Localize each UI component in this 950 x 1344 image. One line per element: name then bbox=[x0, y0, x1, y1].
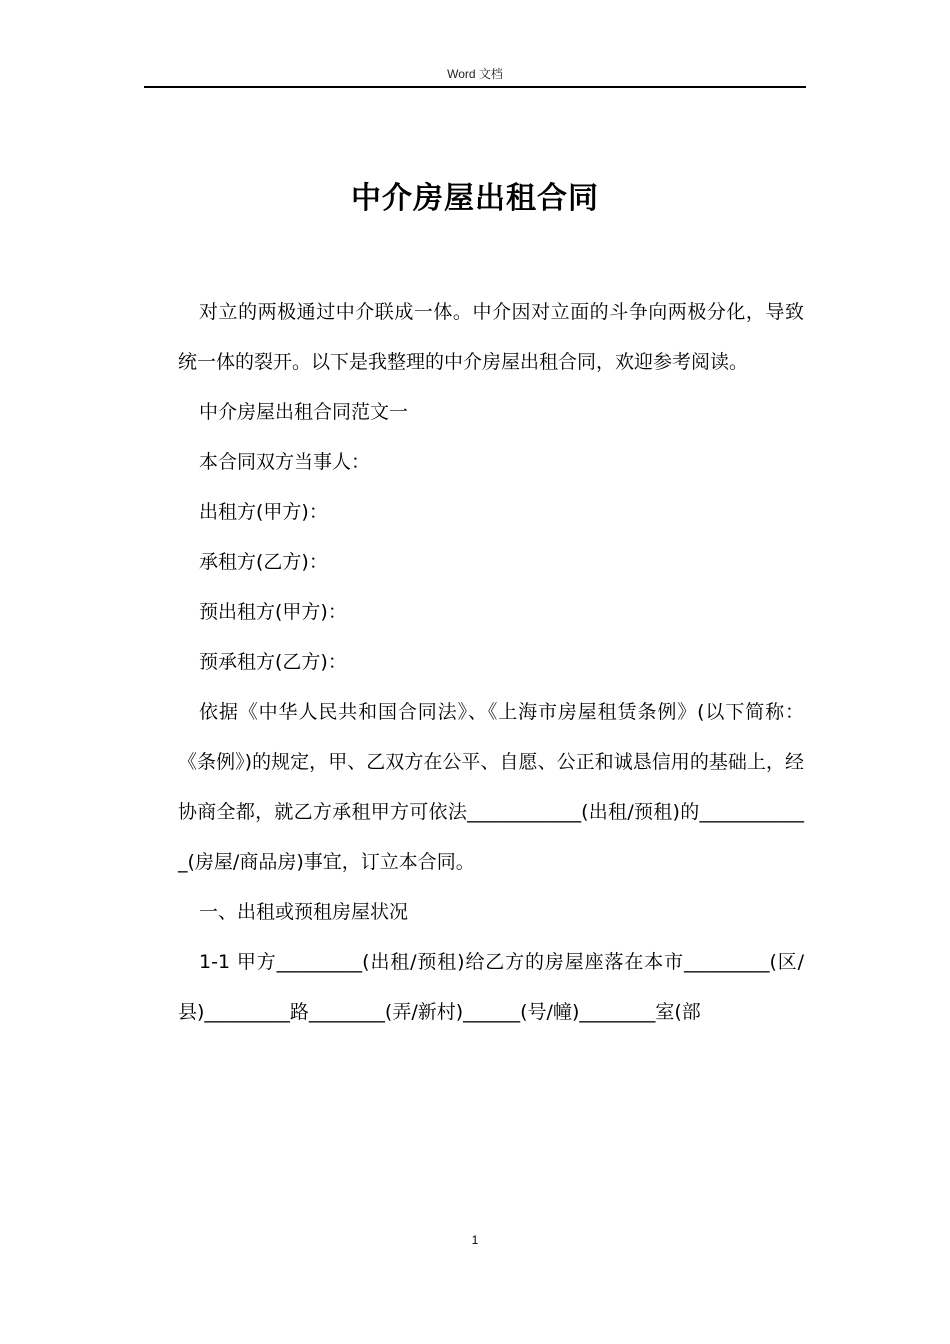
paragraph-lessor: 出租方(甲方)： bbox=[199, 501, 328, 523]
paragraph-legal-basis: 依据《中华人民共和国合同法》、《上海市房屋租赁条例》(以下简称：《条例》)的规定，甲、乙双方在公平、自愿、公正和诚恳信用的基础上，经协商全都，就乙方承租甲方可依法____________(出租/预租)的____________(房屋/商品房)事宜，订立本合同。 bbox=[178, 701, 804, 873]
paragraph-section-one-heading: 一、出租或预租房屋状况 bbox=[199, 901, 409, 923]
paragraph-intro: 对立的两极通过中介联成一体。中介因对立面的斗争向两极分化，导致统一体的裂开。以下是我整理的中介房屋出租合同，欢迎参考阅读。 bbox=[178, 301, 804, 373]
paragraph-pre-lessor: 预出租方(甲方)： bbox=[199, 601, 347, 623]
document-title: 中介房屋出租合同 bbox=[351, 181, 599, 217]
header-label: Word 文档 bbox=[447, 67, 503, 81]
paragraph-clause-1-1: 1-1 甲方_________(出租/预租)给乙方的房屋座落在本市_________(区/县)_________路________(弄/新村)______(号/幢)________室(部 bbox=[178, 951, 804, 1023]
page-number: 1 bbox=[471, 1233, 479, 1247]
header-divider bbox=[144, 86, 806, 88]
paragraph-sample-heading: 中介房屋出租合同范文一 bbox=[199, 401, 409, 423]
document-body bbox=[178, 287, 804, 1037]
paragraph-pre-lessee: 预承租方(乙方)： bbox=[199, 651, 347, 673]
paragraph-lessee: 承租方(乙方)： bbox=[199, 551, 328, 573]
paragraph-parties-heading: 本合同双方当事人： bbox=[199, 451, 371, 473]
